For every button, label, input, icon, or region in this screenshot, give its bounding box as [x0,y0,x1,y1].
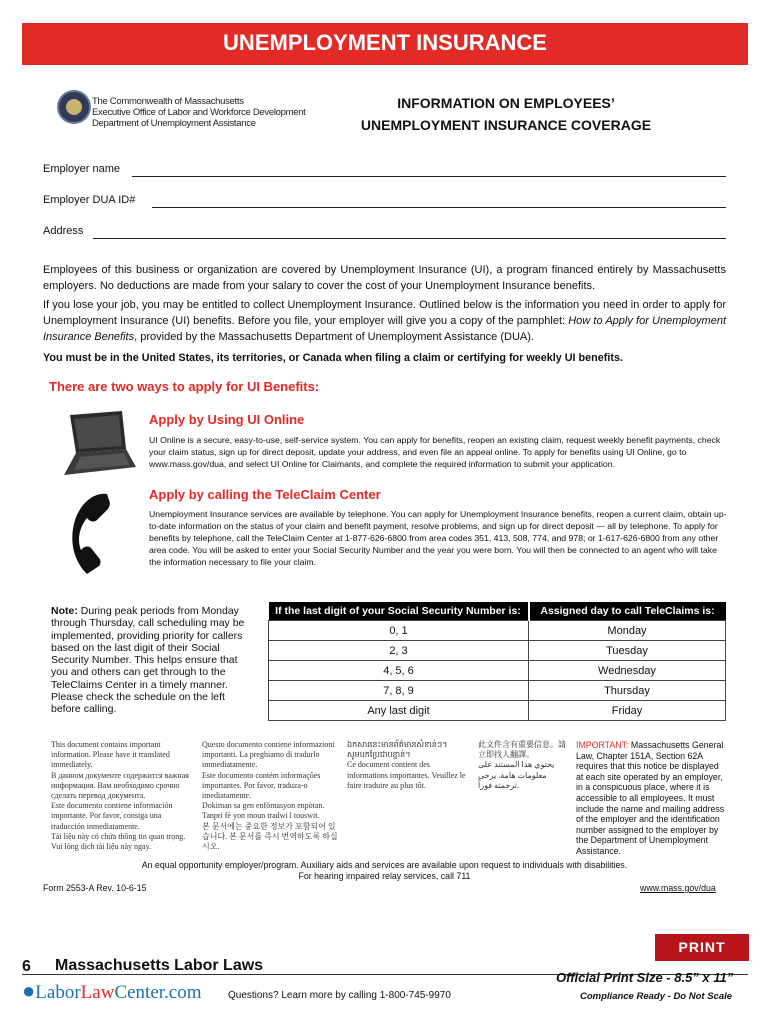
teleclaim-text: Unemployment Insurance services are available by telephone. You can apply for Unemployment Insurance benefits, reopen a current claim, obtain up-to-date information on the status of your claim and benefit payment, resolve problems, and sign up for direct deposit — all by telephone. To apply for benefits by telephone, call the TeleClaim Center at 1-877-626-6800 from area codes 351, 413, 508, 774, and 978; or 1-617-626-6800 from any other area code. You will be asked to enter your Social Security Number and the year you were born. You will then be connected to an agent who will take the information necessary to file your claim. [149,509,727,567]
eo-line-2: For hearing impaired relay services, call 711 [298,871,471,881]
laborlawcenter-logo[interactable]: ●LaborLawCenter.com [22,978,202,1003]
day-cell: Monday [529,621,726,641]
ssn-cell: 4, 5, 6 [269,661,529,681]
location-requirement: You must be in the United States, its territories, or Canada when filing a claim or certifying for weekly UI benefits. [43,352,623,364]
ssn-column-header: If the last digit of your Social Security Number is: [269,602,529,621]
phone-handset-icon [55,490,135,580]
ui-online-title: Apply by Using UI Online [149,412,305,427]
agency-block [92,96,306,129]
print-button[interactable]: PRINT [655,934,749,961]
employer-dua-field[interactable] [152,207,726,208]
ways-heading: There are two ways to apply for UI Benefits: [49,379,320,394]
table-row [269,701,726,721]
table-header-row [269,602,726,621]
official-print-size: Official Print Size - 8.5” x 11” [556,970,734,985]
page-number: 6 [22,958,31,975]
address-label: Address [43,225,84,237]
teleclaim-title: Apply by calling the TeleClaim Center [149,487,381,502]
day-cell: Wednesday [529,661,726,681]
ssn-cell: 7, 8, 9 [269,681,529,701]
ssn-cell: 0, 1 [269,621,529,641]
page-heading [356,92,656,136]
call-schedule-table [268,602,726,721]
agency-line-1: The Commonwealth of Massachusetts [92,96,244,107]
compliance-note: Compliance Ready - Do Not Scale [580,991,733,1002]
form-revision: Form 2553-A Rev. 10-6-15 [43,883,147,893]
address-field[interactable] [93,238,726,239]
translation-notice-1: This document contains important information. Please have it translated immediately. В данном документе содержится важная информация. Вам необходимо срочно сделать перевод документа. Este documento contiene información importante. Por favor, consiga una traducción inmediatamente. Tài liệu này có chứa thông tin quan trọng. Vui lòng dịch tài liệu này ngay. [51,740,189,852]
heading-line-1: INFORMATION ON EMPLOYEES’ [397,95,615,111]
day-cell: Friday [529,701,726,721]
employer-name-label: Employer name [43,163,121,175]
legal-notice: IMPORTANT: Massachusetts General Law, Chapter 151A, Section 62A requires that this notice be displayed at each site operated by an employer, in a conspicuous place, where it is accessible to all employees. It must include the name and mailing address of the employer and the identification number assigned to the employer by the Department of Unemployment Assistance. [576,740,725,856]
state-seal-icon [57,90,91,124]
eo-line-1: An equal opportunity employer/program. Auxiliary aids and services are available upon request to individuals with disabilities. [141,860,628,870]
employer-dua-label: Employer DUA ID# [43,194,136,206]
equal-opportunity-notice [43,860,726,882]
title-banner: UNEMPLOYMENT INSURANCE [22,23,748,65]
pamphlet-title: How to Apply for Unemployment Insurance Benefits [43,315,726,343]
table-row [269,681,726,701]
laptop-icon [40,409,140,481]
day-cell: Tuesday [529,641,726,661]
translation-notice-4: 此文件含有重要信息。請立即找人翻譯。 يحتوي هذا المستند على معلومات هامة. يرجى ترجمته فوراً. [478,740,566,790]
publication-title: Massachusetts Labor Laws [55,957,264,974]
logo-circle-icon: ● [22,978,36,1003]
questions-text: Questions? Learn more by calling 1-800-745-9970 [228,990,451,1001]
table-row [269,641,726,661]
agency-line-2: Executive Office of Labor and Workforce Development [92,107,306,118]
translation-notice-3: ឯកសារនេះមានព័ត៌មានសំខាន់ៗ។ សូមបកប្រែជាបន្ទាន់។ Ce document contient des informations importantes. Veuillez le faire traduire au plus tôt. [347,740,466,790]
note-label: Note: [51,605,78,617]
day-cell: Thursday [529,681,726,701]
day-column-header: Assigned day to call TeleClaims is: [529,602,726,621]
entitlement-paragraph: If you lose your job, you may be entitled to collect Unemployment Insurance. Outlined below is the information you need in order to apply for Unemployment Insurance (UI) benefits. Before you file, your employer will give you a copy of the pamphlet: How to Apply for Unemployment Insurance Benefits, provided by the Massachusetts Department of Unemployment Assistance (DUA). [43,299,726,343]
table-row [269,621,726,641]
agency-line-3: Department of Unemployment Assistance [92,118,256,129]
table-row [269,661,726,681]
dua-link[interactable]: www.mass.gov/dua [640,883,716,893]
heading-line-2: UNEMPLOYMENT INSURANCE COVERAGE [360,117,652,133]
ssn-cell: Any last digit [269,701,529,721]
peak-note: Note: During peak periods from Monday through Thursday, call scheduling may be implemented, providing priority for callers based on the last digit of their Social Security Number. This helps ensure that you and others can get through to the TeleClaims Center in a timely manner. Please check the schedule on the left before calling. [51,605,245,716]
ui-online-text: UI Online is a secure, easy-to-use, self-service system. You can apply for benefits, reopen an existing claim, request weekly benefit payments, check your claim status, sign up for direct deposit, update your address, and even file an appeal online. To apply for benefits using UI Online, go to www.mass.gov/dua, and select UI Online for Claimants, and complete the required information to submit your application. [149,435,721,469]
translation-notice-2: Questo documento contiene informazioni importanti. La preghiamo di tradurlo immediatamente. Este documento contém informações importantes. Por favor, traduza-o imediatamente. Dokiman sa gen enfòmasyon enpòtan. Tanpri fè yon moun tradwi l touswit. 본 문서에는 중요한 정보가 포함되어 있습니다. 본 문서를 즉시 번역하도록 하십시오. [202,740,338,852]
employer-name-field[interactable] [132,176,726,177]
important-label: IMPORTANT: [576,740,629,750]
coverage-paragraph: Employees of this business or organization are covered by Unemployment Insurance (UI), a program financed entirely by Massachusetts employers. No deductions are made from your salary to cover the cost of your Unemployment Insurance benefits. [43,264,726,292]
ssn-cell: 2, 3 [269,641,529,661]
